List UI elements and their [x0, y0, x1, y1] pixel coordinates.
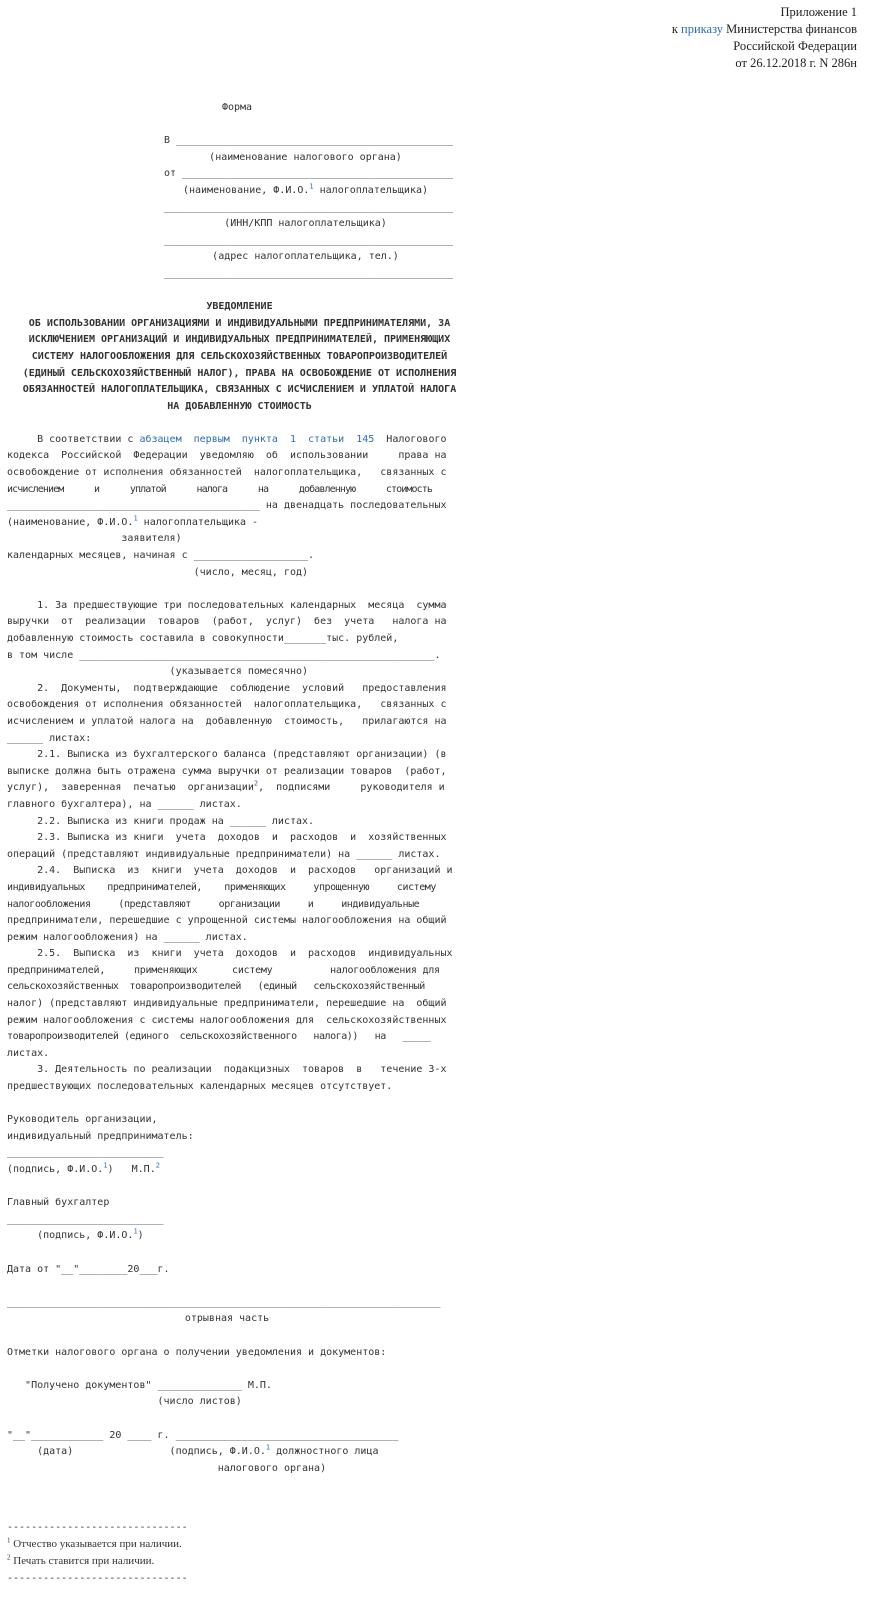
inn-line: ________________________________________________	[164, 201, 453, 213]
footnote-ref-1[interactable]: 1	[133, 1228, 138, 1237]
document-title: УВЕДОМЛЕНИЕ ОБ ИСПОЛЬЗОВАНИИ ОРГАНИЗАЦИЯМИ И ИНДИВИДУАЛЬНЫМИ ПРЕДПРИНИМАТЕЛЯМИ, ЗА ИСКЛЮЧЕНИЕМ ОРГАНИЗАЦИЙ И ИНДИВИДУАЛЬНЫХ ПРЕДПРИНИМАТЕЛЕЙ, ПРИМЕНЯЮЩИХ СИСТЕМУ НАЛОГООБЛОЖЕНИЯ ДЛЯ СЕЛЬСКОХОЗЯЙСТВЕННЫХ ТОВАРОПРОИЗВОДИТЕЛЕЙ (ЕДИНЫЙ СЕЛЬСКОХОЗЯЙСТВЕННЫЙ НАЛОГ), ПРАВА НА ОСВОБОЖДЕНИЕ ОТ ИСПОЛНЕНИЯ ОБЯЗАННОСТЕЙ НАЛОГОПЛАТЕЛЬЩИКА, СВЯЗАННЫХ С ИСЧИСЛЕНИЕМ И УПЛАТОЙ НАЛОГА НА ДОБАВЛЕННУЮ СТОИМОСТЬ	[22, 301, 457, 412]
accountant-signature-line: __________________________	[7, 1213, 164, 1225]
body-paragraphs: 1. За предшествующие три последовательных календарных месяца сумма выручки от реализации товаров (работ, услуг) без учета налога на добавленную стоимость составила в совокупности_______тыс. рублей, в том числе ___________________________________________________________. (указывается помесячно) 2. Документы, подтверждающие соблюдение условий предоставления освобождения от исполнения обязанностей налогоплательщика, связанных с исчислением и уплатой налога на добавленную стоимость, прилагаются на ______ листах: 2.1. Выписка из бухгалтерского баланса (представляют организации) (в выписке должна быть отражена сумма выручки от реализации товаров (работ, услуг), заверенная печатью организации$^2$, подписями руководителя и главного бухгалтера), на ______ листах. 2.2. Выписка из книги продаж на ______ листах. 2.3. Выписка из книги учета доходов и расходов и хозяйственных операций (представляют индивидуальные предприниматели) на ______ листах. 2.4. Выписка из книги учета доходов и расходов организаций и индивидуальных предпринимателей, применяющих упрощенную систему налогообложения (представляют организации и индивидуальные предприниматели, перешедшие с упрощенной системы налогообложения на общий режим налогообложения) на ______ листах. 2.5. Выписка из книги учета доходов и расходов индивидуальных предпринимателей, применяющих систему налогообложения для сельскохозяйственных товаропроизводителей (единый сельскохозяйственный налог) (представляют индивидуальные предприниматели, перешедшие на общий режим налогообложения с системы налогообложения для сельскохозяйственных товаропроизводителей (единого сельскохозяйственного налога)) на _____ листах. 3. Деятельность по реализации подакцизных товаров в течение 3-х предшествующих последовательных календарных месяцев отсутствует.	[7, 599, 453, 1093]
footnote-1: $^1$ Отчество указывается при наличии.	[7, 1536, 182, 1550]
footnote-separator: ------------------------------	[7, 1522, 188, 1533]
to-caption: (наименование налогового органа)	[209, 151, 402, 163]
form-label: Форма	[221, 102, 253, 113]
address-line: ________________________________________________	[164, 234, 453, 246]
footnote-2: $^2$ Печать ставится при наличии.	[7, 1553, 155, 1567]
head-signature-line: __________________________	[7, 1147, 164, 1159]
address-caption: (адрес налогоплательщика, тел.)	[212, 251, 399, 263]
taxpayer-name-line: __________________________________________ на двенадцать последовательных	[7, 500, 447, 512]
footnote-ref-2[interactable]: 2	[253, 780, 259, 789]
order-link[interactable]: приказу	[681, 22, 724, 36]
form-document	[7, 100, 467, 1477]
footnote-ref-2[interactable]: 2	[155, 1161, 160, 1170]
addressee-end-line: ________________________________________________	[164, 267, 453, 279]
inn-caption: (ИНН/КПП налогоплательщика)	[224, 218, 387, 230]
header-line-4: от 26.12.2018 г. N 286н	[735, 56, 857, 70]
addressee-block	[164, 133, 453, 282]
footnote-ref-1[interactable]: 1	[309, 182, 314, 191]
tear-off-caption: отрывная часть	[184, 1313, 270, 1325]
header-line-1: Приложение 1	[780, 5, 857, 19]
signature-block: Руководитель организации, индивидуальный предприниматель: __________________________ (подпись, Ф.И.О.$^1$) М.П.$^2$ Главный бухгалтер __________________________ (подпись, Ф.И.О.$^1$) Дата от "__"________20___г.	[7, 1112, 467, 1278]
date-line: Дата от "__"________20___г.	[7, 1263, 170, 1275]
footnote-separator-end: ------------------------------	[7, 1573, 188, 1584]
header-line-2: к приказу Министерства финансов	[671, 22, 857, 36]
start-date-line: календарных месяцев, начиная с ___________________.	[7, 550, 315, 562]
tear-off-line: ________________________________________________________________________	[7, 1296, 441, 1308]
intro-paragraph: В соответствии с абзацем первым пункта 1 статьи 145 Налогового кодекса Российской Федерации уведомляю об использовании права на освобождение от исполнения обязанностей налогоплательщика, связанных с исчислением и уплатой налога на добавленную стоимость __________________________________________ на двенадцать последовательных (наименование, Ф.И.О.$^1$ налогоплательщика - заявителя) календарных месяцев, начиная с ___________________. (число, месяц, год)	[7, 433, 447, 578]
from-line: от _____________________________________________	[164, 168, 453, 180]
footnote-ref-1[interactable]: 1	[133, 514, 138, 523]
footnotes	[7, 1519, 467, 1587]
appendix-header	[437, 4, 857, 72]
footnote-ref-1[interactable]: 1	[265, 1443, 271, 1452]
header-line-3: Российской Федерации	[733, 39, 857, 53]
to-line: В ______________________________________________	[164, 135, 453, 147]
from-caption: (наименование, Ф.И.О.$^1$ налогоплательщика)	[182, 182, 429, 196]
footnote-ref-1[interactable]: 1	[103, 1161, 108, 1170]
tax-code-article-link[interactable]: абзацем первым пункта 1 статьи 145	[139, 433, 375, 445]
tear-off-section: ________________________________________________________________________ отрывная часть Отметки налогового органа о получении уведомления и документов: "Получено документов" ______________ М.П. (число листов) "__"____________ 20 ____ г. _____________________________________ (дата) (подпись, Ф.И.О.$^1$ должностного лица налогового органа)	[7, 1295, 467, 1478]
